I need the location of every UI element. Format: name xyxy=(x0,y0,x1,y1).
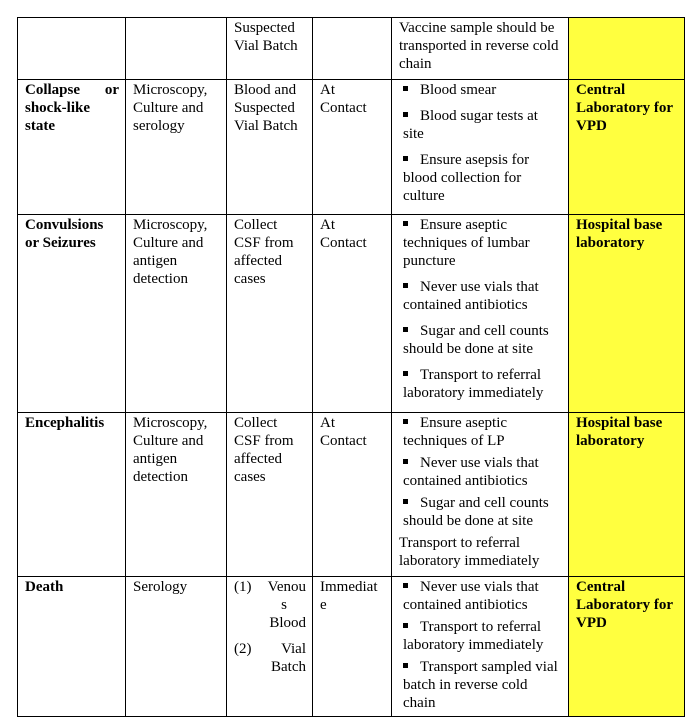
list-item: Ensure aseptic techniques of lumbar puncture xyxy=(403,217,530,269)
specimen-item: (2) Vial Batch xyxy=(234,641,306,675)
test-cell: Microscopy, Culture and serology xyxy=(126,80,227,215)
bullet-icon xyxy=(403,371,408,376)
precautions-cell xyxy=(392,215,569,413)
specimen-cell: Collect CSF from affected cases xyxy=(227,215,313,413)
timing-cell: Immediat e xyxy=(313,577,392,717)
bullet-icon xyxy=(403,86,408,91)
laboratory-cell: Hospital base laboratory xyxy=(569,215,685,413)
specimen-cell: Blood and Suspected Vial Batch xyxy=(227,80,313,215)
specimen-cell xyxy=(227,577,313,717)
list-item: Blood sugar tests at site xyxy=(403,108,538,142)
table-row xyxy=(18,215,685,413)
test-cell: Serology xyxy=(126,577,227,717)
specimen-cell: Collect CSF from affected cases xyxy=(227,413,313,577)
bullet-icon xyxy=(403,623,408,628)
bullet-icon xyxy=(403,459,408,464)
list-item: Transport to referral laboratory immediately xyxy=(399,535,540,569)
list-item: Sugar and cell counts should be done at site xyxy=(403,495,549,529)
list-item: Ensure aseptic techniques of LP xyxy=(403,415,508,449)
bullet-icon xyxy=(403,583,408,588)
list-item: Transport to referral laboratory immediately xyxy=(403,619,544,653)
bullet-icon xyxy=(403,156,408,161)
laboratory-cell: Hospital base laboratory xyxy=(569,413,685,577)
bullet-icon xyxy=(403,112,408,117)
table-row xyxy=(18,18,685,80)
adverse-event-cell: Collapse or shock-like state xyxy=(18,80,126,215)
laboratory-cell xyxy=(569,18,685,80)
table-row xyxy=(18,80,685,215)
precautions-cell xyxy=(392,577,569,717)
specimen-item: (1) Venou s Blood xyxy=(234,579,306,631)
list-item: Blood smear xyxy=(399,81,562,99)
specimen-cell: Suspected Vial Batch xyxy=(227,18,313,80)
adverse-event-cell xyxy=(18,18,126,80)
table-row xyxy=(18,577,685,717)
test-cell: Microscopy, Culture and antigen detection xyxy=(126,215,227,413)
laboratory-cell: Central Laboratory for VPD xyxy=(569,577,685,717)
timing-cell: At Contact xyxy=(313,80,392,215)
timing-cell: At Contact xyxy=(313,413,392,577)
adverse-event-cell: Encephalitis xyxy=(18,413,126,577)
list-item: Transport to referral laboratory immediately xyxy=(403,367,544,401)
list-item: Transport sampled vial batch in reverse cold chain xyxy=(403,659,558,711)
bullet-icon xyxy=(403,419,408,424)
laboratory-cell: Central Laboratory for VPD xyxy=(569,80,685,215)
timing-cell: At Contact xyxy=(313,215,392,413)
list-item: Never use vials that contained antibiotics xyxy=(403,579,539,613)
precautions-cell xyxy=(392,80,569,215)
timing-cell xyxy=(313,18,392,80)
list-item: Ensure asepsis for blood collection for culture xyxy=(403,152,530,204)
precautions-cell xyxy=(392,413,569,577)
test-cell xyxy=(126,18,227,80)
bullet-icon xyxy=(403,663,408,668)
adverse-event-cell: Death xyxy=(18,577,126,717)
list-item: Sugar and cell counts should be done at site xyxy=(403,323,549,357)
adverse-event-cell: Convulsions or Seizures xyxy=(18,215,126,413)
bullet-icon xyxy=(403,283,408,288)
list-item: Never use vials that contained antibiotics xyxy=(403,279,539,313)
test-cell: Microscopy, Culture and antigen detection xyxy=(126,413,227,577)
table-row xyxy=(18,413,685,577)
bullet-icon xyxy=(403,499,408,504)
bullet-icon xyxy=(403,327,408,332)
list-item: Never use vials that contained antibiotics xyxy=(403,455,539,489)
precautions-cell: Vaccine sample should be transported in reverse cold chain xyxy=(392,18,569,80)
aefi-specimen-table xyxy=(17,17,685,717)
bullet-icon xyxy=(403,221,408,226)
